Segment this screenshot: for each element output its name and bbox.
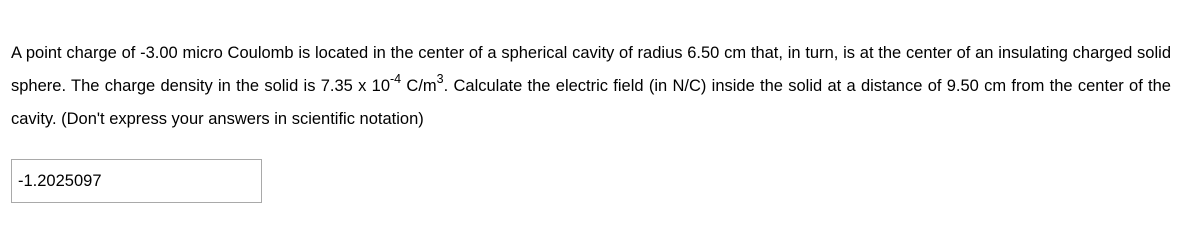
unit-exponent: 3 [436, 71, 444, 86]
answer-input[interactable] [11, 159, 262, 203]
density-exponent: -4 [390, 71, 402, 86]
density-unit: C/m [401, 77, 437, 95]
question-part-1: A point charge of -3.00 micro Coulomb is located in the center of a spherical cavity of radius 6.50 cm that, in turn, is at the center of an insulating charged solid sphere. The charge density in the solid is 7.35 x 10 [11, 44, 1171, 95]
question-part-3: . Calculate the electric field (in N/C) inside the solid at a distance of 9.50 cm from the center of the cavity. (Don't express your answers in scientific notation) [11, 77, 1171, 128]
question-text [11, 37, 1171, 136]
